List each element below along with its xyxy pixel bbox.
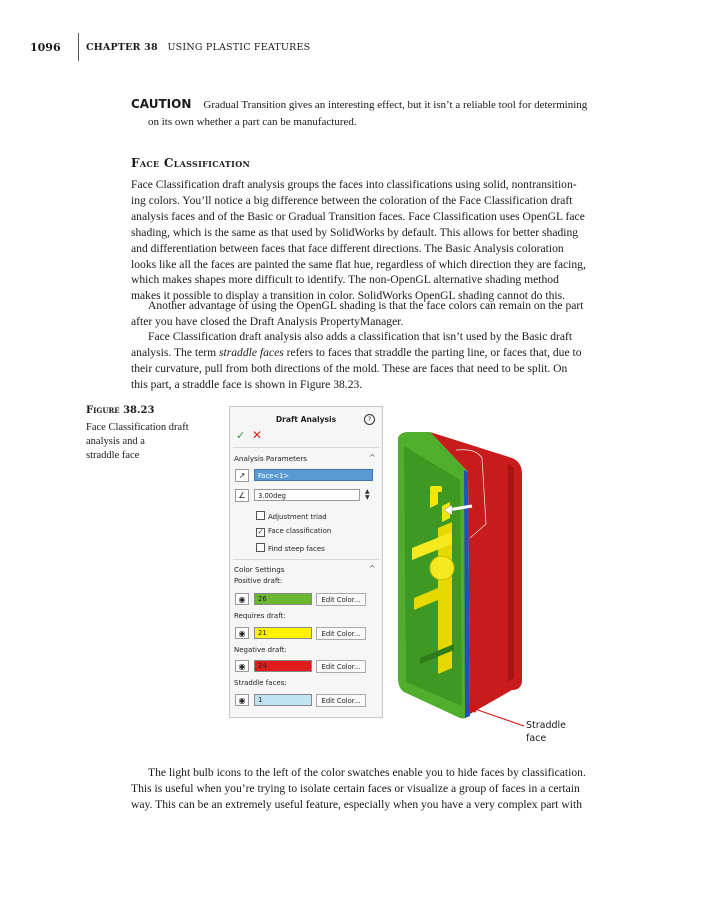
draft-angle-input[interactable]: 3.00deg <box>254 489 360 501</box>
text-line: and differentiation between faces that face different directions. The Basic Analysis coloration <box>131 241 564 255</box>
negative-draft-label: Negative draft: <box>234 646 287 654</box>
paragraph-3 <box>131 329 661 393</box>
annotation-line: face <box>526 733 547 744</box>
angle-spinner[interactable]: ▲ ▼ <box>365 488 370 501</box>
help-icon[interactable]: ? <box>364 414 375 425</box>
caution-note <box>131 96 661 131</box>
caution-label: CAUTION <box>131 97 192 111</box>
checkmark-icon: ✓ <box>257 528 264 536</box>
requires-draft-label: Requires draft: <box>234 612 286 620</box>
eye-icon[interactable]: ◉ <box>235 627 249 639</box>
checkbox-label: Adjustment triad <box>268 513 327 521</box>
text-line: their curvature, pull from both directions of the mold. These are faces that need to be split. On <box>131 361 568 375</box>
negative-draft-swatch[interactable]: 24 <box>254 660 312 672</box>
chapter-title: USING PLASTIC FEATURES <box>167 42 311 53</box>
edit-color-button-negative[interactable]: Edit Color... <box>316 660 366 673</box>
chapter-label: CHAPTER 38 <box>86 42 158 53</box>
straddle-faces-label: Straddle faces: <box>234 679 287 687</box>
positive-draft-label: Positive draft: <box>234 577 283 585</box>
caption-line: straddle face <box>86 450 140 461</box>
text-line: shading, which is the same as that used by SolidWorks by default. This allows for better shading <box>131 225 579 239</box>
direction-arrow-icon[interactable]: ↗ <box>235 469 249 482</box>
draft-analysis-panel <box>229 406 383 718</box>
text-line: Face Classification draft analysis also adds a classification that isn’t used by the Basic draft <box>148 330 573 343</box>
requires-draft-cylinder <box>430 556 454 580</box>
text-line: way. This can be an extremely useful feature, especially when you have a very complex part with <box>131 797 583 811</box>
chevron-up-icon[interactable]: ^ <box>369 453 376 462</box>
eye-icon[interactable]: ◉ <box>235 694 249 706</box>
chevron-up-icon[interactable]: ^ <box>369 564 376 573</box>
checkbox-unchecked-icon <box>256 511 265 520</box>
text-line: Face Classification draft analysis groups the faces into classifications using solid, nontransition- <box>131 178 577 191</box>
running-header <box>86 42 310 53</box>
figure-number: Figure 38.23 <box>86 405 155 416</box>
section-heading: Face Classification <box>131 156 251 170</box>
straddle-face-annotation <box>526 719 566 745</box>
annotation-leader-line <box>472 708 524 726</box>
text-line: This is useful when you’re trying to isolate certain faces or visualize a group of faces in a certain <box>131 781 580 795</box>
requires-draft-pin <box>430 486 442 492</box>
text-fragment: analysis. The term <box>131 345 220 359</box>
text-line: analysis faces and of the Basic or Gradual Transition faces. Face Classification uses OpenGL face <box>131 209 585 223</box>
requires-draft-swatch[interactable]: 21 <box>254 627 312 639</box>
divider <box>233 447 379 448</box>
face-classification-checkbox[interactable] <box>256 527 331 537</box>
checkbox-unchecked-icon <box>256 543 265 552</box>
paragraph-after-figure <box>131 765 661 813</box>
text-line: after you have closed the Draft Analysis PropertyManager. <box>131 314 404 328</box>
text-line: The light bulb icons to the left of the color swatches enable you to hide faces by classification. <box>148 766 586 779</box>
text-line: Another advantage of using the OpenGL shading is that the face colors can remain on the part <box>148 299 584 312</box>
text-line: looks like all the faces are painted the same flat hue, regardless of which direction they are facing, <box>131 257 586 271</box>
text-line: ing colors. You’ll notice a big difference between the coloration of the Face Classification draft <box>131 193 573 207</box>
color-settings-header[interactable]: Color Settings <box>234 565 285 574</box>
text-line <box>131 345 661 361</box>
figure-caption <box>86 421 216 463</box>
edit-color-button-straddle[interactable]: Edit Color... <box>316 694 366 707</box>
eye-icon[interactable]: ◉ <box>235 593 249 605</box>
find-steep-faces-checkbox[interactable] <box>256 543 325 553</box>
text-fragment: refers to faces that straddle the parting line, or faces that, due to <box>283 345 582 359</box>
panel-title: Draft Analysis <box>275 415 337 424</box>
paragraph-1 <box>131 177 661 304</box>
checkbox-label: Face classification <box>268 527 332 535</box>
paragraph-2 <box>131 298 661 330</box>
text-line: which makes shapes more difficult to identify. The non-OpenGL alternative shading method <box>131 273 559 287</box>
caution-line-2: on its own whether a part can be manufactured. <box>148 116 357 128</box>
ok-button[interactable]: ✓ <box>236 429 246 442</box>
caption-line: Face Classification draft <box>86 422 189 433</box>
caption-line: analysis and a <box>86 436 145 447</box>
text-line: this part, a straddle face is shown in Figure 38.23. <box>131 377 363 391</box>
positive-draft-swatch[interactable]: 26 <box>254 593 312 605</box>
text-line: makes it possible to display a transition in color. SolidWorks OpenGL shading cannot do this. <box>131 289 566 303</box>
cancel-button[interactable]: ✕ <box>252 428 263 442</box>
shell-edge-shading <box>508 464 514 682</box>
part-model-render <box>390 428 530 728</box>
face-selection-field[interactable]: Face<1> <box>254 469 373 481</box>
adjustment-triad-checkbox[interactable] <box>256 511 327 521</box>
edit-color-button-requires[interactable]: Edit Color... <box>316 627 366 640</box>
checkbox-label: Find steep faces <box>268 545 325 553</box>
annotation-line: Straddle <box>526 720 567 731</box>
analysis-parameters-header[interactable]: Analysis Parameters <box>234 454 308 463</box>
page-number: 1096 <box>30 41 61 54</box>
straddle-faces-swatch[interactable]: 1 <box>254 694 312 706</box>
draft-angle-icon: ∠ <box>235 489 249 502</box>
term-straddle-faces: straddle faces <box>219 345 284 359</box>
caution-line-1: Gradual Transition gives an interesting effect, but it isn’t a reliable tool for determining <box>203 99 588 111</box>
divider <box>233 559 379 560</box>
eye-icon[interactable]: ◉ <box>235 660 249 672</box>
header-divider <box>78 33 79 61</box>
edit-color-button-positive[interactable]: Edit Color... <box>316 593 366 606</box>
